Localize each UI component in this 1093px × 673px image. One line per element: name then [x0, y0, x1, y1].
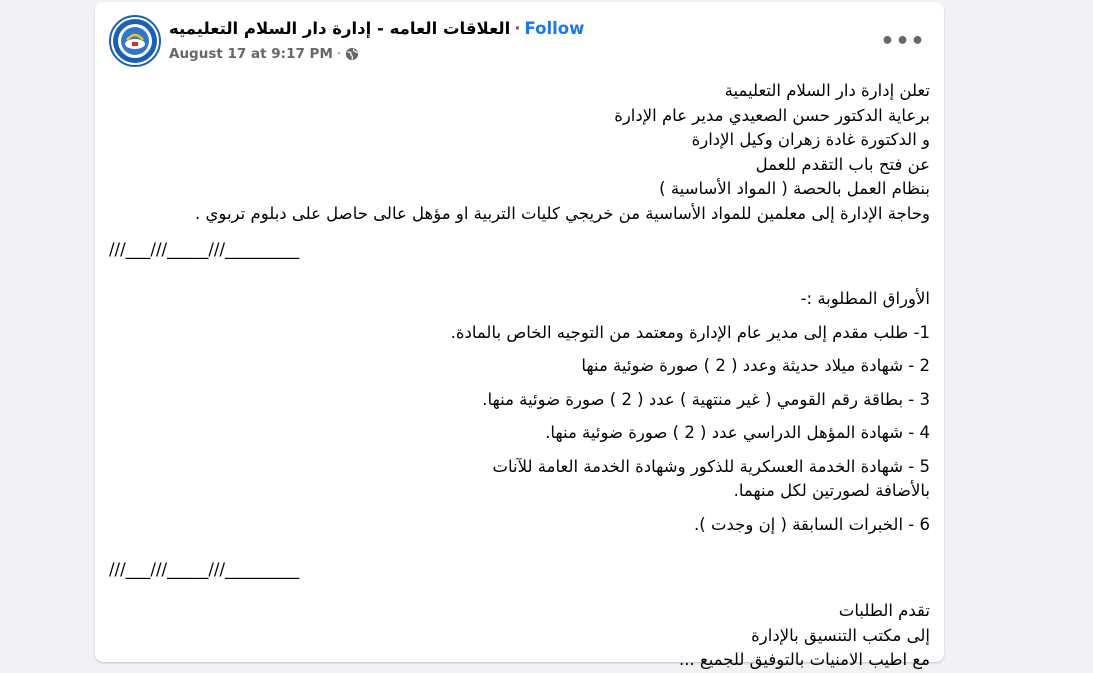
page-logo-icon	[112, 18, 158, 64]
divider-line: ///___///_____///_________	[109, 240, 300, 259]
intro-line: برعاية الدكتور حسن الصعيدي مدير عام الإدارة	[614, 105, 930, 125]
intro-line: وحاجة الإدارة إلى معلمين للمواد الأساسية من خريجي كليات التربية او مؤهل عالى حاصل على دبلوم تربوي .	[195, 203, 930, 223]
doc-item: 5 - شهادة الخدمة العسكرية للذكور وشهادة الخدمة العامة للآنات	[492, 456, 930, 476]
post-meta	[169, 44, 359, 64]
closing-line: مع اطيب الامنيات بالتوفيق للجميع ...	[678, 650, 930, 669]
doc-item: 3 - بطاقة رقم القومي ( غير منتهية ) عدد ( 2 ) صورة ضوئية منها.	[482, 389, 930, 409]
globe-icon[interactable]	[345, 47, 359, 61]
page-name-link[interactable]: العلاقات العامه - إدارة دار السلام التعليميه	[169, 19, 511, 38]
post-body	[109, 79, 930, 673]
page-avatar[interactable]	[109, 15, 161, 67]
intro-line: بنظام العمل بالحصة ( المواد الأساسية )	[659, 179, 930, 198]
closing-line: إلى مكتب التنسيق بالإدارة	[751, 625, 930, 645]
follow-button[interactable]: Follow	[524, 19, 585, 38]
doc-item-continuation: بالأضافة لصورتين لكل منهما.	[733, 481, 930, 500]
doc-item: 4 - شهادة المؤهل الدراسي عدد ( 2 ) صورة ضوئية منها.	[545, 423, 930, 442]
doc-item: 6 - الخبرات السابقة ( إن وجدت ).	[694, 514, 930, 534]
post-card	[95, 2, 944, 669]
intro-line: تعلن إدارة دار السلام التعليمية	[724, 81, 930, 100]
more-options-icon: •••	[880, 29, 926, 54]
post-timestamp[interactable]: August 17 at 9:17 PM	[169, 46, 333, 62]
intro-line: و الدكتورة غادة زهران وكيل الإدارة	[691, 130, 930, 149]
header-separator: ·	[514, 19, 521, 38]
doc-item: 2 - شهادة ميلاد حديثة وعدد ( 2 ) صورة ضوئية منها	[581, 356, 930, 375]
docs-title: الأوراق المطلوبة :-	[800, 289, 930, 308]
meta-separator: ·	[336, 46, 342, 62]
more-options-button[interactable]	[880, 24, 926, 60]
divider-line: ///___///_____///_________	[109, 560, 300, 579]
post-header	[169, 17, 584, 41]
doc-item: 1- طلب مقدم إلى مدير عام الإدارة ومعتمد من التوجيه الخاص بالمادة.	[450, 322, 930, 342]
closing-line: تقدم الطلبات	[838, 601, 930, 620]
intro-line: عن فتح باب التقدم للعمل	[755, 154, 930, 174]
